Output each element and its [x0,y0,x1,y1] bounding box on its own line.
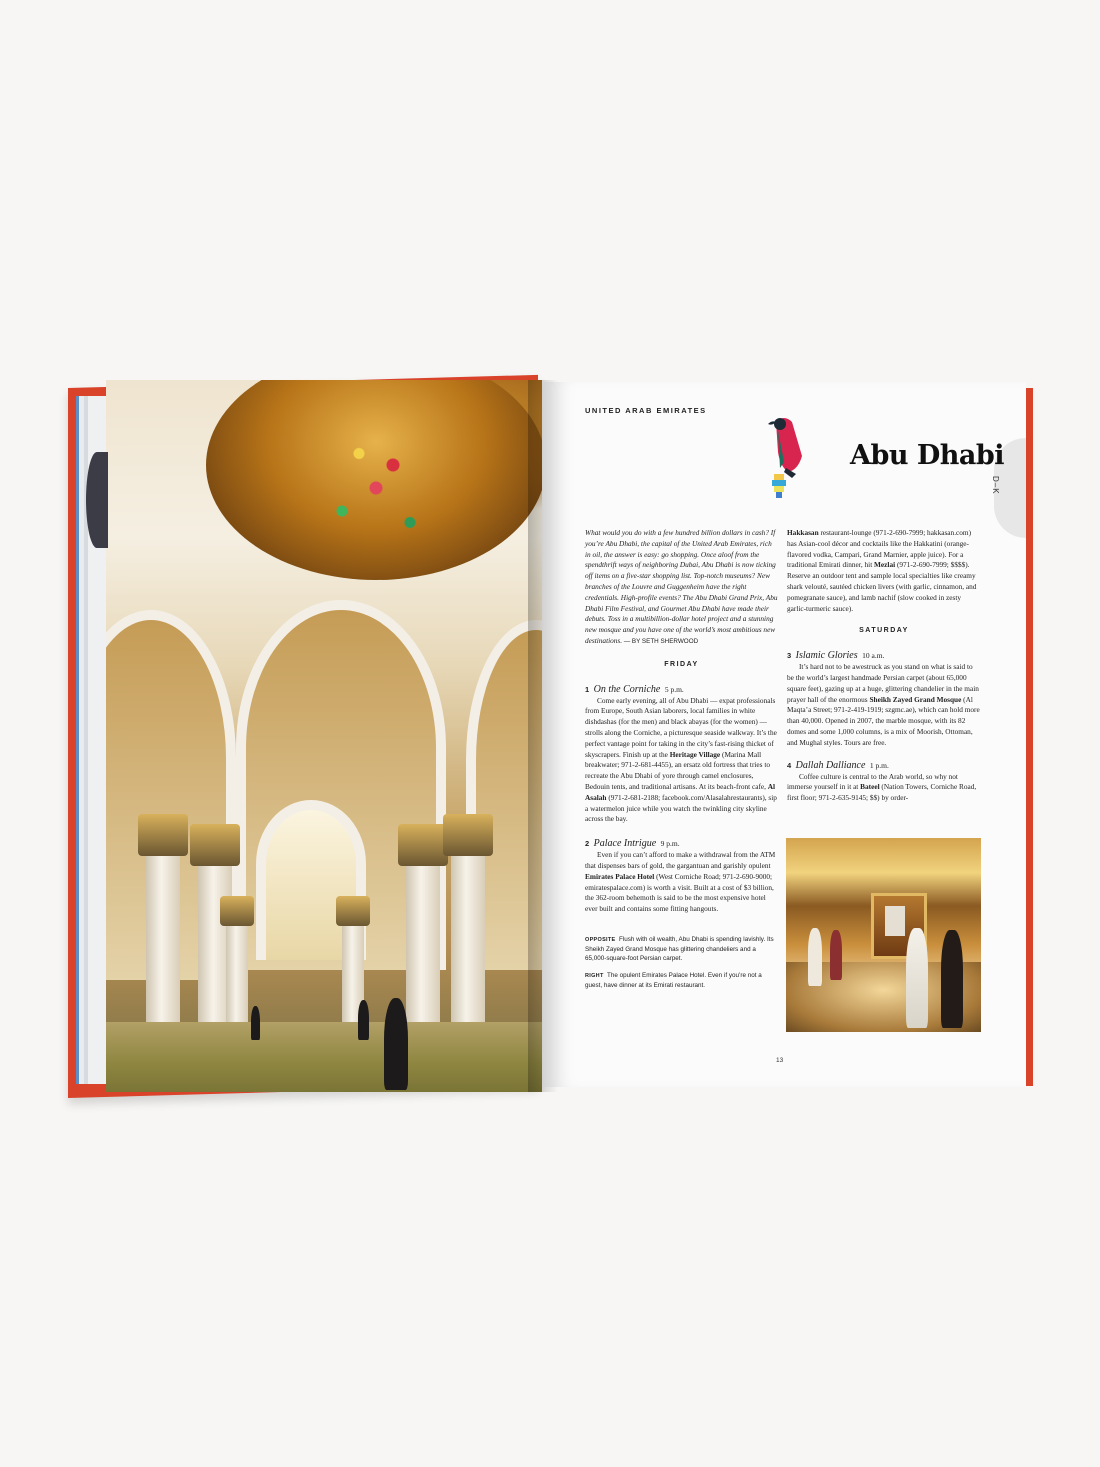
entry-time: 5 p.m. [664,684,684,694]
page-number: 13 [776,1057,784,1064]
entry-name: On the Corniche [593,683,661,695]
byline: — BY SETH SHERWOOD [622,637,699,645]
day-heading-saturday: SATURDAY [859,627,909,635]
falcon-icon [762,412,810,502]
person-figure [906,928,928,1028]
day-heading-friday: FRIDAY [664,660,699,668]
caption-right: RIGHT The opulent Emirates Palace Hotel. Even if you’re not a guest, have dinner at its Emirati restaurant. [585,971,762,989]
person-figure [251,1006,260,1040]
text-column-left [585,528,778,990]
entry-time: 10 a.m. [862,651,885,661]
entry-body: It’s hard not to be awestruck as you stand on what is said to be the world’s largest handmade Persian carpet (about 65,000 square feet), gazing up at a huge, glittering chandelier in the main prayer hall of the enormous Sheikh Zayed Grand Mosque (Al Maqta’a Street; 971-2-419-1919; szgmc.ae), which can hold more than 40,000. Opened in 2007, the marble mosque, with its 82 domes and some 1,000 columns, is a mix of Moorish, Ottoman, and Mughal styles. Tours are free. [787,662,980,747]
person-figure [384,998,408,1090]
text-column-right [787,528,981,804]
column [146,854,180,1044]
entry-body: Coffee culture is central to the Arab world, so why not immerse yourself in it at Bateel (Nation Towers, Corniche Road, first floor; 971-2-635-9145; $$) by order- [787,771,977,803]
palace-hotel-photo [786,838,981,1032]
column [406,864,440,1044]
person-figure [830,930,842,980]
entry-name: Palace Intrigue [593,838,657,850]
entry-time: 9 p.m. [660,839,680,849]
thumb-tab-left [86,452,108,548]
entry-time: 1 p.m. [869,760,889,770]
entry-number: 2 [585,839,590,849]
entry-body: Come early evening, all of Abu Dhabi — expat professionals from Europe, South Asian laborers, local families in white dishdashas (for the men) and black abayas (for the women) — strolls along the Corniche, a picturesque seaside walkway. It’s the perfect vantage point for taking in the city’s fast-rising thicket of skyscrapers. Finish up at the Heritage Village (Marina Mall breakwater; 971-2-681-4455), an ersatz old fortress that tries to recreate the Abu Dhabi of yore through camel enclosures, Bedouin tents, and traditional artisans. At its beach-front cafe, Al Asalah (971-2-681-2188; facebook.com/Alasalahrestaurants), sip a watermelon juice while you watch the twinkling city skyline across the bay. [585,695,777,824]
entry-number: 3 [787,651,792,661]
intro-text: What would you do with a few hundred billion dollars in cash? If you’re Abu Dhabi, the capital of the United Arab Emirates, rich in oil, the answer is easy: go shopping. Once aloof from the spendthrift ways of neighboring Dubai, Abu Dhabi is now ticking off items on a five-star shopping list. Top-notch museums? New branches of the Louvre and Guggenheim have the right credentials. High-profile events? The Abu Dhabi Grand Prix, Abu Dhabi Film Festival, and Gourmet Abu Dhabi have made their debuts. Toss in a multibillion-dollar hotel project and a stunning new mosque and you have one of the world’s most ambitious new destinations. [585,528,778,645]
thumb-tab-label: D–K [991,476,1000,495]
caption-opposite: OPPOSITE Flush with oil wealth, Abu Dhabi is spending lavishly. Its Sheikh Zayed Grand Mosque has glittering chandeliers and a 65,000-square-foot Persian carpet. [585,935,774,962]
person-figure [808,928,822,986]
entry-heading [585,837,778,850]
person-figure [941,930,963,1028]
page-title: Abu Dhabi [850,440,1005,471]
entry-heading [585,683,778,696]
entry-body: Hakkasan restaurant-lounge (971-2-690-7999; hakkasan.com) has Asian-cool décor and cocktails like the Hakkatini (orange-flavored vodka, Campari, Grand Marnier, apple juice). For a traditional Emirati dinner, hit Mezlai (971-2-690-7999; $$$$). Reserve an outdoor tent and sample local specialties like creamy shark velouté, sautéed chicken livers (with garlic, cinnamon, and pomegranate sauce), and lamb nachif (slow cooked in zesty garlic-turmeric sauce). [787,528,977,613]
entry-number: 4 [787,760,792,770]
column [451,854,485,1044]
entry-number: 1 [585,684,590,694]
section-label: UNITED ARAB EMIRATES [585,406,707,415]
chandelier [206,380,542,580]
carpet-floor [106,1022,542,1092]
person-figure [358,1000,369,1040]
entry-heading [787,649,981,662]
entry-heading [787,759,981,772]
entry-name: Dallah Dalliance [795,759,866,771]
entry-body: Even if you can’t afford to make a withdrawal from the ATM that dispenses bars of gold, the gargantuan and garishly opulent Emirates Palace Hotel (West Corniche Road; 971-2-690-9000; emiratespalace.com) is worth a visit. Built at a cost of $3 billion, the 362-room behemoth is said to be the most expensive hotel ever built and contains some fitting hangouts. [585,850,776,914]
intro-paragraph [585,528,778,648]
entry-name: Islamic Glories [795,650,858,662]
portrait [885,906,905,936]
mosque-interior-photo [106,380,542,1092]
